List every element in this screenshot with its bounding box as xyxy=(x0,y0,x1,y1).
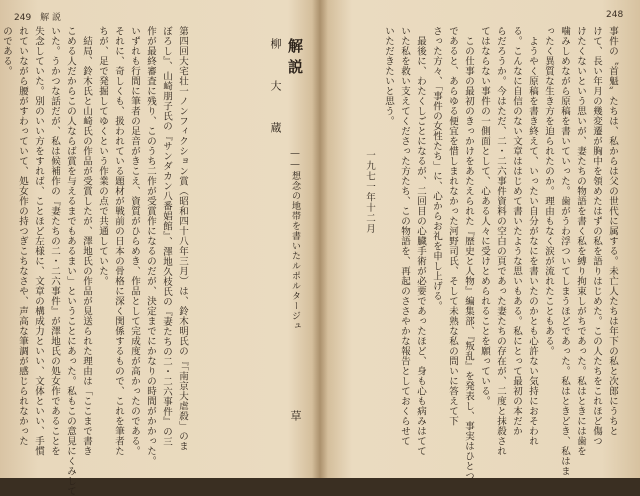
essay-heading-block xyxy=(196,38,306,438)
left-page-folio: 249 解 説 xyxy=(14,13,62,23)
book-gutter xyxy=(312,0,328,478)
afterword-date: 一九七一年十二月 xyxy=(364,150,375,234)
essay-title: 解説 xyxy=(286,38,304,80)
left-page-body: 第四回大宅壮一ノンフィクション賞（昭和四十八年三月）は、鈴木明氏の『「南京大虐殺」のま ぼろし』、山崎朋子氏の『サンダカン八番娼館』、澤地久枝氏の『妻たちの二・二六事件』の三 作が最終審査に残り、このうち二作が受賞作になるのだが、決定までにかなりの時間がかかった。 いずれも行間に筆者の足音がきこえ、資質がひらめき、作品として完成度が高かったのである。 それに、奇しくも、扱われている題材が戦前の日本の骨格に深く関係するもので、これを筆者た ちが、足で発掘してゆくという作業の点で共通していた。 結局、鈴木氏と山崎氏の作品が受賞したが、澤地氏の作品が見送られた理由は「ここまで書き こめる人だからこの人ならば賞を与えるまでもあるまい」ということにあった。私もこの意見にくみして いた。うかつな話だが、私は候補作の『妻たちの二・二六事件』が澤地氏の処女作であることを 失念していた。別のいい方をすれば、ことほど左様に、文章の構成力といい、文体といい、手慣 れていながら腰がすわっていて、処女作の持つぎこちなさや、声高な筆調が感じられなかった のである。 xyxy=(1,26,188,496)
essay-author: 草 柳 大 蔵 xyxy=(269,38,302,430)
right-page-folio: 248 xyxy=(606,10,624,20)
right-page-body: 事件の〝首魁〟たちは、私からは父の世代に属する。未亡人たちは年下の私と次郎にうちと けて、長い年月の幾変遷が胸中を領めたはずの私を語りはじめた。この人たちをこれほど傷つ けたくないという思いが、妻たちの物語を書く私を縛り拘束しがちであった。私はときには歯を 噛みしめながら原稿を書いていった。歯がうわ浮ついてしまうほどであった。私はときどき、私はま ったく異質な生き方を迫られたのか。理由もなく涙が流れたこともある。 ようやく原稿を書き終えて、いったい自分がなにを書いたのかとも心許ない気持におそわれ る。こんなに自信のない文章ははじめて書いたような思いもある。私にとって最初の本だか らだろうか。今はただ、二・二六事件資料の空白の頁であった妻たちの存在が、二度と抹殺され てはならない事件の一側面として、心ある人々に受けとめられることを願っている。 この仕事の最初のきっかけをあたえられた『歴史と人物』編集部、『叛乱』を発表し、事実はひとつ であると、あらゆる便宜を惜しまれなかった河野司氏、そして未熟な私の問いに答えて下 さった方々、「事件の女性たち」に、心からお礼を申し上げる。 最後に、わたくしごとになるが、二回目の心臓手術が必要であったほど、身も心も病みはてて いた私を救い支えてくださった方たち、この物語を、再起のささやかな報告としておくらせて いただきたいと思う。 xyxy=(383,26,618,482)
essay-subtitle: ――想念の地帯を書いたルポルタージュ xyxy=(290,149,300,331)
